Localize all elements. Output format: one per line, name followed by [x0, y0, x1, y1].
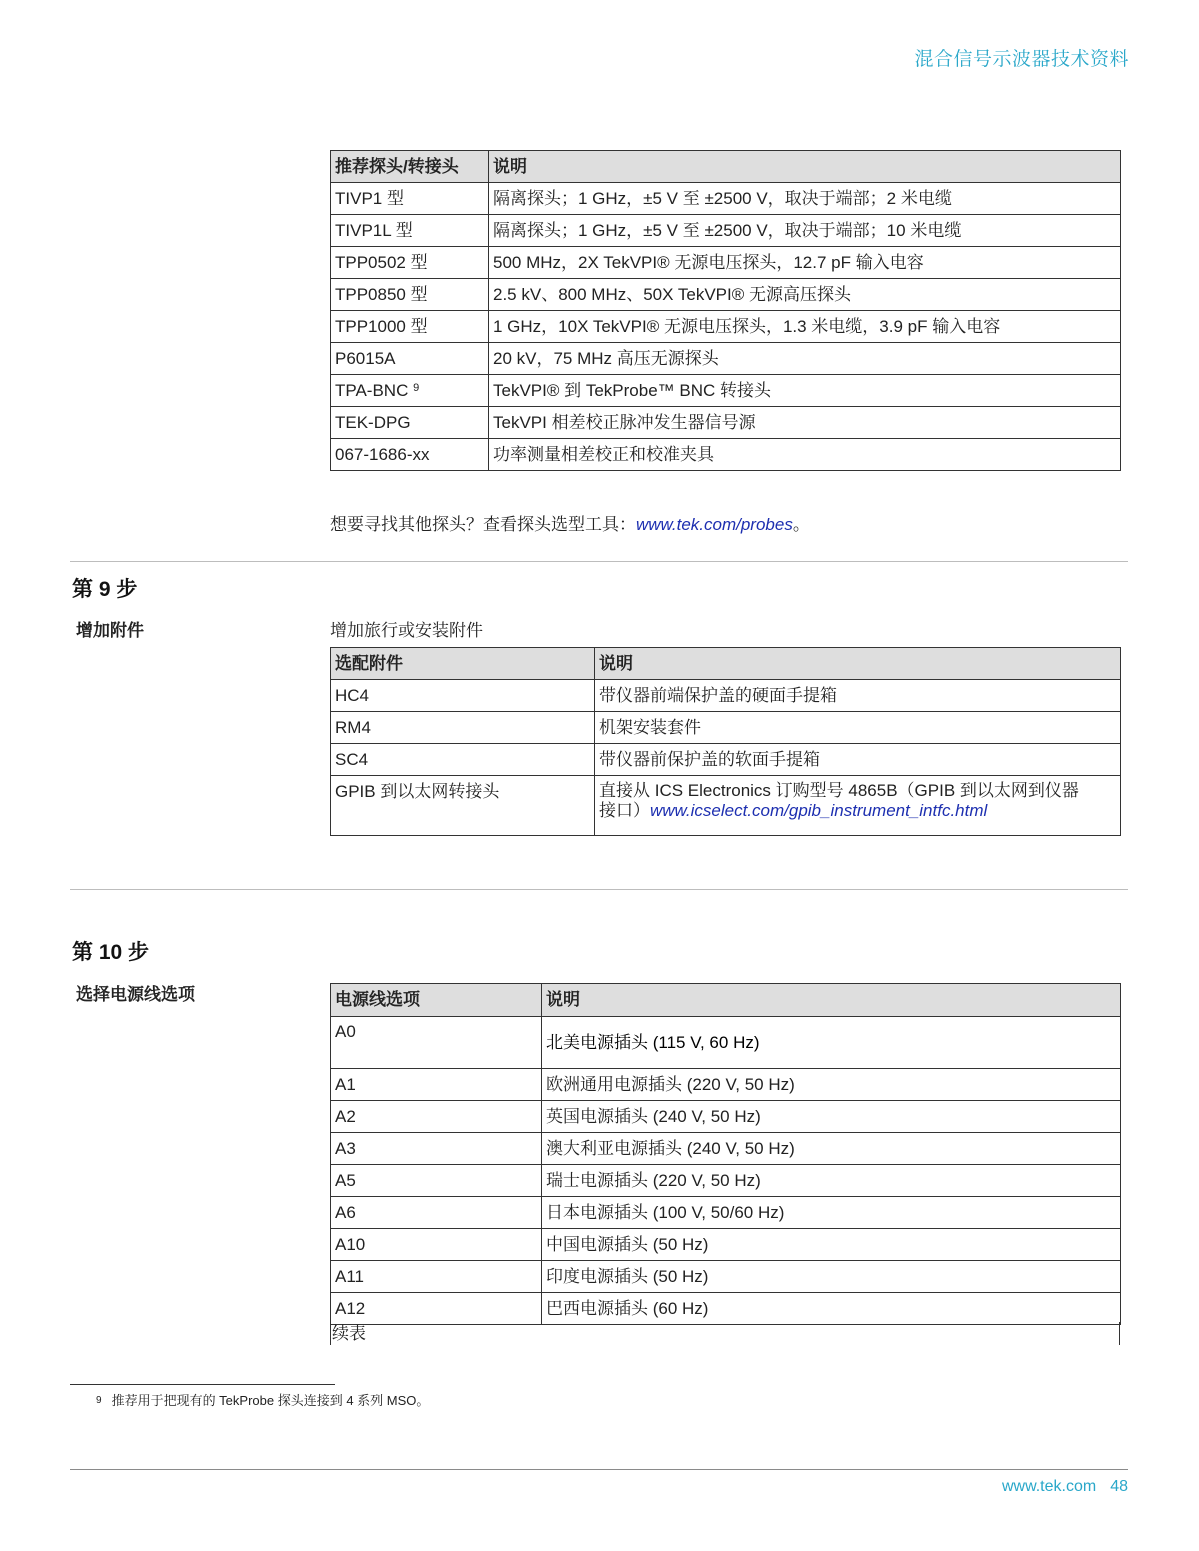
table-row [331, 279, 1121, 311]
option-name [331, 1229, 542, 1261]
option-name [331, 279, 489, 311]
footnote [96, 1390, 429, 1409]
option-description: 20 kV，75 MHz 高压无源探头 [489, 343, 1121, 375]
option-name [331, 1261, 542, 1293]
probes-link[interactable]: www.tek.com/probes [636, 515, 793, 534]
option-name-text: SC4 [335, 749, 369, 769]
table-row [331, 1293, 1121, 1325]
table-header-row [331, 984, 1121, 1017]
column-header: 说明 [595, 648, 1121, 680]
step-10-subtitle: 选择电源线选项 [76, 985, 195, 1004]
option-description: TekVPI® 到 TekProbe™ BNC 转接头 [489, 375, 1121, 407]
option-description: 500 MHz，2X TekVPI® 无源电压探头，12.7 pF 输入电容 [489, 247, 1121, 279]
table-header-row [331, 648, 1121, 680]
table-row [331, 1069, 1121, 1101]
section-divider [70, 561, 1128, 562]
option-name-text: TPP1000 型 [335, 316, 428, 336]
option-name-text: HC4 [335, 685, 370, 705]
footer [1002, 1478, 1128, 1496]
option-name-text: A1 [335, 1074, 356, 1094]
option-description: 巴西电源插头 (60 Hz) [542, 1293, 1121, 1325]
column-header: 说明 [489, 151, 1121, 183]
option-description: TekVPI 相差校正脉冲发生器信号源 [489, 407, 1121, 439]
option-description: 带仪器前保护盖的软面手提箱 [595, 744, 1121, 776]
option-name-text: A12 [335, 1298, 366, 1318]
option-name [331, 744, 595, 776]
option-name [331, 311, 489, 343]
table-row [331, 1229, 1121, 1261]
option-description: 澳大利亚电源插头 (240 V, 50 Hz) [542, 1133, 1121, 1165]
option-name [331, 1165, 542, 1197]
section-divider [70, 889, 1128, 890]
option-name-text: TPP0850 型 [335, 284, 428, 304]
step-9-title: 第 9 步 [72, 578, 138, 601]
option-description: 中国电源插头 (50 Hz) [542, 1229, 1121, 1261]
option-name [331, 1101, 542, 1133]
option-name [331, 375, 489, 407]
option-name [331, 407, 489, 439]
option-name [331, 680, 595, 712]
option-name-text: TIVP1L 型 [335, 220, 413, 240]
option-description: 瑞士电源插头 (220 V, 50 Hz) [542, 1165, 1121, 1197]
option-name [331, 439, 489, 471]
table-row [331, 1017, 1121, 1069]
gpib-desc-line2: 接口） [599, 801, 650, 820]
option-name-text: A10 [335, 1234, 366, 1254]
option-description: 1 GHz，10X TekVPI® 无源电压探头，1.3 米电缆，3.9 pF 输入电容 [489, 311, 1121, 343]
option-name [331, 1197, 542, 1229]
gpib-desc-line1: 直接从 ICS Electronics 订购型号 4865B（GPIB 到以太网到仪器 [599, 781, 1079, 800]
column-header: 电源线选项 [331, 984, 542, 1017]
table-row [331, 1261, 1121, 1293]
option-name-text: TPA-BNC [335, 380, 409, 400]
table-row [331, 247, 1121, 279]
step-9-intro: 增加旅行或安装附件 [330, 621, 483, 640]
option-name [331, 1293, 542, 1325]
footnote-divider [70, 1384, 335, 1385]
option-name-text: A11 [335, 1266, 364, 1286]
column-header: 选配附件 [331, 648, 595, 680]
probes-table [330, 150, 1121, 471]
option-name-text: RM4 [335, 717, 371, 737]
table-row [331, 776, 1121, 836]
step-9-subtitle: 增加附件 [76, 621, 144, 640]
table-row [331, 1101, 1121, 1133]
option-description: 隔离探头；1 GHz，±5 V 至 ±2500 V，取决于端部；2 米电缆 [489, 183, 1121, 215]
option-name-text: TEK-DPG [335, 412, 411, 432]
table-row [331, 343, 1121, 375]
option-name [331, 343, 489, 375]
option-description: 带仪器前端保护盖的硬面手提箱 [595, 680, 1121, 712]
accessories-table [330, 647, 1121, 836]
option-name-text: P6015A [335, 348, 396, 368]
table-row [331, 375, 1121, 407]
option-description: 日本电源插头 (100 V, 50/60 Hz) [542, 1197, 1121, 1229]
table-row [331, 1197, 1121, 1229]
option-description: 北美电源插头 (115 V, 60 Hz) [542, 1017, 1121, 1069]
column-header: 推荐探头/转接头 [331, 151, 489, 183]
option-name-text: TIVP1 型 [335, 188, 404, 208]
table-row [331, 311, 1121, 343]
table-row [331, 680, 1121, 712]
option-name [331, 215, 489, 247]
table-row [331, 183, 1121, 215]
probes-note-suffix: 。 [792, 515, 810, 534]
option-description: 欧洲通用电源插头 (220 V, 50 Hz) [542, 1069, 1121, 1101]
option-name [331, 1133, 542, 1165]
option-name: A0 [331, 1017, 542, 1069]
option-name-text: TPP0502 型 [335, 252, 428, 272]
table-header-row [331, 151, 1121, 183]
footnote-ref: 9 [413, 381, 420, 394]
document-title: 混合信号示波器技术资料 [914, 49, 1129, 70]
option-description: 功率测量相差校正和校准夹具 [489, 439, 1121, 471]
table-row [331, 215, 1121, 247]
probes-note-text: 想要寻找其他探头？查看探头选型工具： [330, 515, 636, 534]
option-name [331, 183, 489, 215]
footnote-text: 推荐用于把现有的 TekProbe 探头连接到 4 系列 MSO。 [111, 1393, 430, 1408]
option-description: 2.5 kV、800 MHz、50X TekVPI® 无源高压探头 [489, 279, 1121, 311]
column-header: 说明 [542, 984, 1121, 1017]
table-row [331, 1133, 1121, 1165]
option-name-text: A2 [335, 1106, 356, 1126]
option-name [331, 1069, 542, 1101]
table-row [331, 407, 1121, 439]
option-description: 隔离探头；1 GHz，±5 V 至 ±2500 V，取决于端部；10 米电缆 [489, 215, 1121, 247]
power-cord-table [330, 983, 1121, 1325]
footer-url[interactable]: www.tek.com [1001, 1478, 1097, 1495]
footer-divider [70, 1469, 1128, 1470]
option-description: 机架安装套件 [595, 712, 1121, 744]
option-name-text: A5 [335, 1170, 356, 1190]
step-10-title: 第 10 步 [72, 941, 150, 964]
option-description [595, 776, 1121, 836]
table-row [331, 439, 1121, 471]
option-name-text: A3 [335, 1138, 356, 1158]
table-row [331, 744, 1121, 776]
option-description: 英国电源插头 (240 V, 50 Hz) [542, 1101, 1121, 1133]
option-name [331, 712, 595, 744]
table-row [331, 1165, 1121, 1197]
option-name-text: A6 [335, 1202, 356, 1222]
table-row [331, 712, 1121, 744]
option-name [331, 247, 489, 279]
option-name: GPIB 到以太网转接头 [331, 776, 595, 836]
probes-note [330, 510, 810, 535]
footnote-number: 9 [96, 1395, 102, 1406]
icselect-link[interactable]: www.icselect.com/gpib_instrument_intfc.html [650, 801, 988, 820]
continued-label: 续表 [330, 1322, 1120, 1345]
option-name-text: 067-1686-xx [335, 444, 430, 464]
option-description: 印度电源插头 (50 Hz) [542, 1261, 1121, 1293]
page-number: 48 [1110, 1478, 1128, 1495]
